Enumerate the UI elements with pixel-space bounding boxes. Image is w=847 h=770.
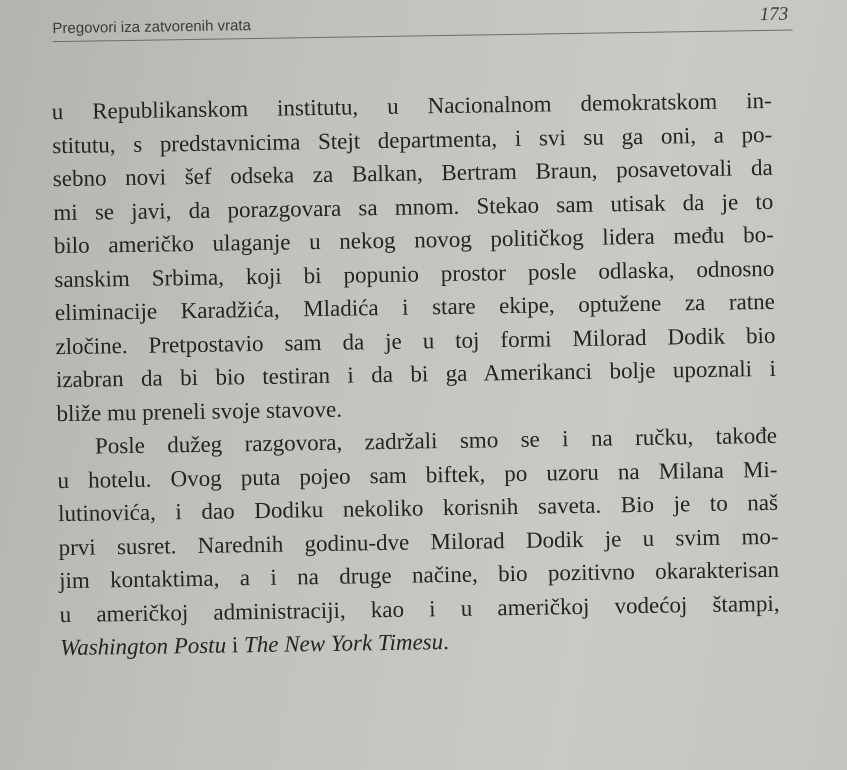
newspaper-name: Washington Postu xyxy=(59,632,227,661)
text-line: bilo američko ulaganje u nekog novog političkog lidera među bo- xyxy=(53,221,774,259)
text-line: zločine. Pretpostavio sam da je u toj formi Milorad Dodik bio xyxy=(55,322,776,359)
text-line: prvi susret. Narednih godinu-dve Milorad Dodik je u svim mo- xyxy=(58,523,779,560)
text-line: mi se javi, da porazgovara sa mnom. Stekao sam utisak da je to xyxy=(53,188,774,225)
text-line: Posle dužeg razgovora, zadržali smo se i na ručku, takođe xyxy=(94,422,778,459)
conjunction: i xyxy=(225,632,245,658)
running-header-title: Pregovori iza zatvorenih vrata xyxy=(52,17,252,38)
text-line: stitutu, s predstavnicima Stejt departmenta, i svi su ga oni, a po- xyxy=(52,121,773,158)
newspaper-name: The New York Timesu xyxy=(243,629,444,658)
body-text xyxy=(52,84,781,665)
running-header xyxy=(52,0,792,42)
text-line: u američkoj administraciji, kao i u američkoj vodećoj štampi, xyxy=(59,590,780,627)
text-line: sebno novi šef odseka za Balkan, Bertram Braun, posavetovali da xyxy=(52,154,773,192)
page-number: 173 xyxy=(759,3,789,26)
text-line: jim kontaktima, a i na druge načine, bio pozitivno okarakterisan xyxy=(58,556,780,594)
text-line: eliminacije Karadžića, Mladića i stare ekipe, optužene za ratne xyxy=(54,288,776,326)
sentence-end: . xyxy=(442,629,450,655)
text-line: lutinovića, i dao Dodiku nekoliko korisnih saveta. Bio je to naš xyxy=(57,489,779,527)
text-line: u Republikanskom institutu, u Nacionalnom demokratskom in- xyxy=(51,87,772,125)
text-line: sanskim Srbima, koji bi popunio prostor posle odlaska, odnosno xyxy=(54,255,775,292)
text-line: bliže mu preneli svoje stavove. xyxy=(56,396,343,426)
text-line: izabran da bi bio testiran i da bi ga Amerikanci bolje upoznali i xyxy=(55,355,777,393)
text-line: u hotelu. Ovog puta pojeo sam biftek, po uzoru na Milana Mi- xyxy=(57,456,778,493)
